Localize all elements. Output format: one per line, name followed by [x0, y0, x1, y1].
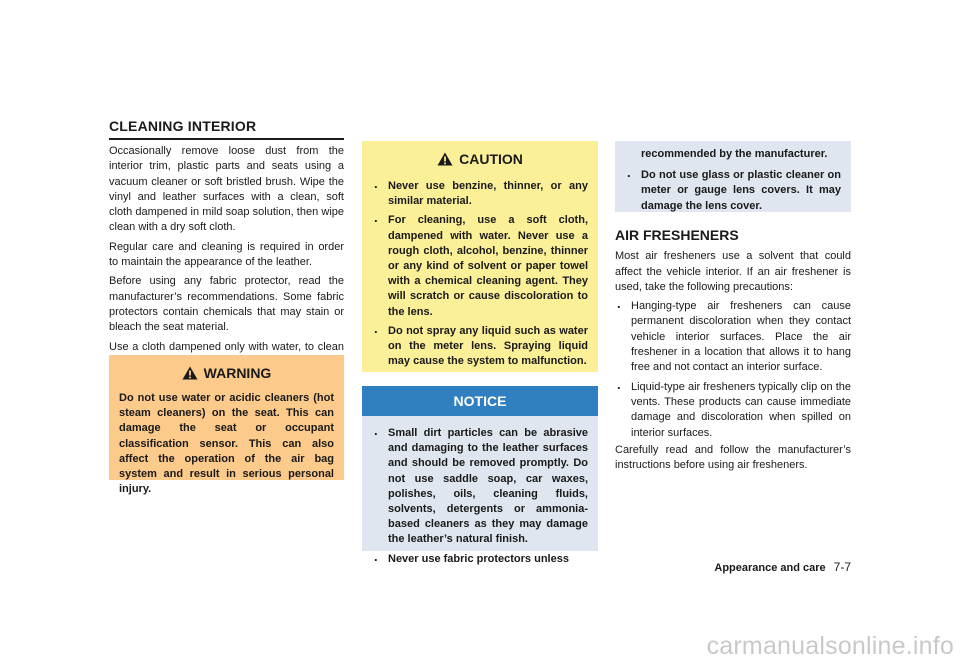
- notice-list-continued: [625, 168, 841, 214]
- warning-box: [109, 355, 344, 496]
- page-number: 7-7: [833, 560, 851, 574]
- page-footer: [714, 560, 851, 574]
- notice-box-continued: [615, 141, 851, 212]
- column-3: [615, 228, 851, 477]
- notice-box: [362, 386, 598, 565]
- list-item: . Do not spray any liquid such as water on the meter lens. Spraying liquid may cause the system to malfunction.: [372, 324, 588, 370]
- air-list: [615, 299, 851, 441]
- list-item: . Do not use glass or plastic cleaner on meter or gauge lens covers. It may damage the lens cover.: [625, 168, 841, 214]
- caution-list: [372, 179, 588, 369]
- caution-header: [372, 151, 588, 167]
- paragraph-2: Regular care and cleaning is required in order to maintain the appearance of the leather.: [109, 240, 344, 269]
- list-item: . Never use benzine, thinner, or any similar material.: [372, 179, 588, 209]
- notice-list: [362, 416, 598, 567]
- watermark: carmanualsonline.info: [706, 632, 954, 660]
- list-item: . Small dirt particles can be abrasive and damaging to the leather surfaces and should be removed promptly. Do not use saddle soap, car waxes, polishes, oils, cleaning fluids, solvents, detergents or ammonia-based cleaners as they may damage the leather’s natural finish.: [372, 426, 588, 548]
- warning-text-wrap: [119, 391, 334, 497]
- notice-continued-text: [625, 147, 841, 162]
- footer-section: Appearance and care: [714, 562, 826, 574]
- warning-triangle-icon: [182, 366, 198, 380]
- caution-title: CAUTION: [459, 151, 523, 167]
- paragraph-4: Use a cloth dampened only with water, to clean: [109, 340, 344, 353]
- warning-title: WARNING: [203, 365, 272, 381]
- column-1: [109, 144, 344, 374]
- warning-header: [119, 365, 334, 381]
- air-fresheners-title: AIR FRESHENERS: [615, 227, 739, 243]
- warning-triangle-icon: [437, 152, 453, 166]
- list-item: . Never use fabric protectors unless: [372, 552, 588, 567]
- list-item: . For cleaning, use a soft cloth, dampened with water. Never use a rough cloth, alcohol, benzine, thinner or any kind of solvent or paper towel with a chemical cleaning agent. They will scratch or cause discoloration to the lens.: [372, 213, 588, 319]
- air-intro: Most air fresheners use a solvent that could affect the vehicle interior. If an air freshener is used, take the following precautions:: [615, 250, 851, 293]
- notice-header: NOTICE: [362, 386, 598, 416]
- notice-continued: recommended by the manufacturer.: [641, 148, 828, 160]
- air-outro: Carefully read and follow the manufacturer’s instructions before using air fresheners.: [615, 443, 851, 472]
- warning-text: Do not use water or acidic cleaners (hot steam cleaners) on the seat. This can damage the seat or occupant classification sensor. This can also affect the operation of the air bag system and result in serious personal injury.: [119, 392, 334, 496]
- list-item: . Hanging-type air fresheners can cause permanent discoloration when they contact vehicle interior surfaces. Place the air freshener in a location that allows it to hang free and not contact an interior surface.: [615, 299, 851, 375]
- list-item: . Liquid-type air fresheners typically clip on the vents. These products can cause immediate damage and discoloration when spilled on interior surfaces.: [615, 380, 851, 441]
- caution-box: [362, 141, 598, 372]
- paragraph-3: Before using any fabric protector, read the manufacturer’s recommendations. Some fabric protectors contain chemicals that may stain or bleach the seat material.: [109, 275, 344, 334]
- paragraph-1: Occasionally remove loose dust from the interior trim, plastic parts and seats using a vacuum cleaner or soft bristled brush. Wipe the vinyl and leather surfaces with a clean, soft cloth dampened in mild soap solution, then wipe clean with a dry soft cloth.: [109, 145, 344, 234]
- section-title: CLEANING INTERIOR: [109, 118, 344, 140]
